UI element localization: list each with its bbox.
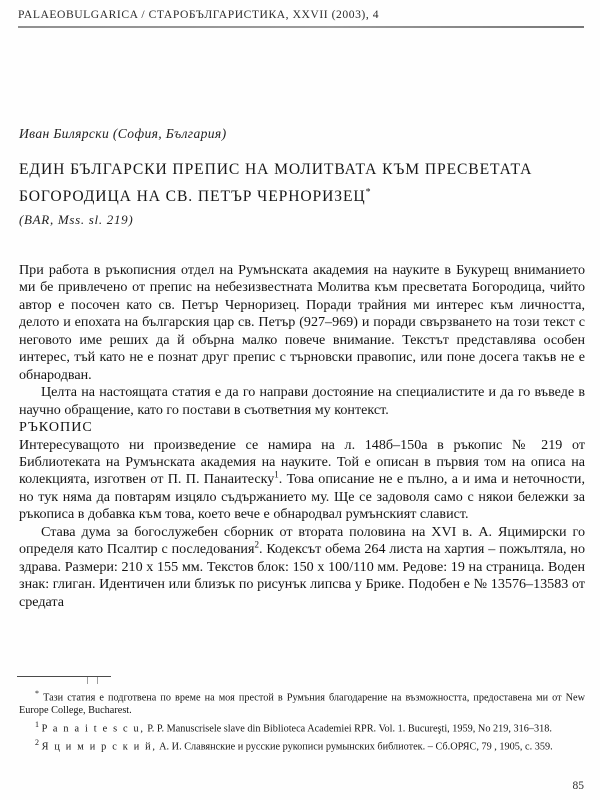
body-paragraph-3-part-a: Интересуващото ни произведение се намира на л. 148б–150а в ръкопис № 219 от Библиотеката на Румънската академия на науките. Той е описан в първия том на описа на колекцията, изготвен от П. П. Панаитеску	[19, 436, 585, 488]
title-footnote-marker: *	[365, 187, 371, 198]
footnote-1	[19, 719, 585, 736]
footnote-1-marker: 1	[35, 719, 39, 729]
footnote-2-author: Я ц и м и р с к и й,	[41, 741, 157, 752]
body-paragraph-2: Целта на настоящата статия е да го направи достояние на специалистите и да го въведе в научно обращение, като го постави в съответния му контекст.	[19, 384, 585, 418]
footnote-asterisk-text: Тази статия е подготвена по време на моя престой в Румъния благодарение на възможността, предоставена ми от New Europe College, Bucharest.	[19, 692, 585, 716]
body-text	[19, 262, 585, 611]
footnote-ref-2: 2	[254, 539, 259, 550]
article-title-line-2	[19, 181, 585, 208]
running-head	[18, 8, 582, 21]
footnotes-block	[19, 688, 585, 755]
header-divider-rule	[18, 26, 584, 28]
footnote-ref-1: 1	[274, 469, 279, 480]
footnote-asterisk-marker: *	[35, 689, 39, 698]
running-head-text: PALAEOBULGARICA / СТАРОБЪЛГАРИСТИКА, XXVII (2003), 4	[18, 8, 380, 21]
body-paragraph-3-part-b: . Това описание не е пълно, а и има и неточности, но тук няма да повтарям изцяло съдържанието му. Ще се задоволя само с някои бележки за ръкописа в добавка към това, което вече е обнародвал румънският славист.	[19, 471, 585, 523]
body-paragraph-3	[19, 437, 585, 524]
article-title-line-1: ЕДИН БЪЛГАРСКИ ПРЕПИС НА МОЛИТВАТА КЪМ ПРЕСВЕТАТА	[19, 161, 533, 178]
body-paragraph-1: При работа в ръкописния отдел на Румънската академия на науките в Букурещ вниманието ми бе привлечено от препис на небезизвестната Молитва към пресветата Богородица, чийто автор е посочен като св. Петър Черноризец. Поради трайния ми интерес към личността, делото и епохата на българския цар св. Петър (927–969) и поради свързването на този текст с неговото име реших да й обърна малко повече внимание. Текстът представлява особен интерес, тъй като не е познат друг препис с търновски правопис, или поне досега такъв не е обнародван.	[19, 262, 585, 383]
footnote-2-text: А. И. Славянские и русские рукописи румынских библиотек. – Сб.ОРЯС, 79 , 1905, с. 359.	[159, 741, 553, 752]
page-number: 85	[572, 780, 584, 792]
section-heading-rukopis: РЪКОПИС	[19, 419, 93, 436]
author-byline: Иван Билярски (София, България)	[19, 126, 227, 141]
article-subtitle: (BAR, Mss. sl. 219)	[19, 212, 134, 227]
footnote-1-author: P a n a i t e s c u,	[41, 723, 145, 734]
footnote-2	[19, 737, 585, 754]
footnote-separator-rule	[17, 676, 111, 677]
body-paragraph-4	[19, 524, 585, 611]
body-paragraph-4-part-b: . Кодексът обема 264 листа на хартия – пожълтяла, но здрава. Размери: 210 х 155 мм. Текстов блок: 150 х 100/110 мм. Редове: 19 на страница. Воден знак: глиган. Идентичен или близък по рисунък липсва у Брике. Подобен е № 13576–13583 от средата	[19, 541, 585, 610]
footnote-asterisk	[19, 688, 585, 718]
article-title	[19, 158, 585, 208]
footnote-1-text: P. P. Manuscrisele slave din Biblioteca Academiei RPR. Vol. 1. Bucureşti, 1959, No 219, 316–318.	[147, 723, 552, 734]
article-title-line-2-text: БОГОРОДИЦА НА СВ. ПЕТЪР ЧЕРНОРИЗЕЦ	[19, 188, 366, 206]
footnote-2-marker: 2	[35, 737, 39, 747]
body-paragraph-4-part-a: Става дума за богослужебен сборник от втората половина на XVI в. А. Яцимирски го определя като Псалтир с последования	[19, 523, 585, 558]
